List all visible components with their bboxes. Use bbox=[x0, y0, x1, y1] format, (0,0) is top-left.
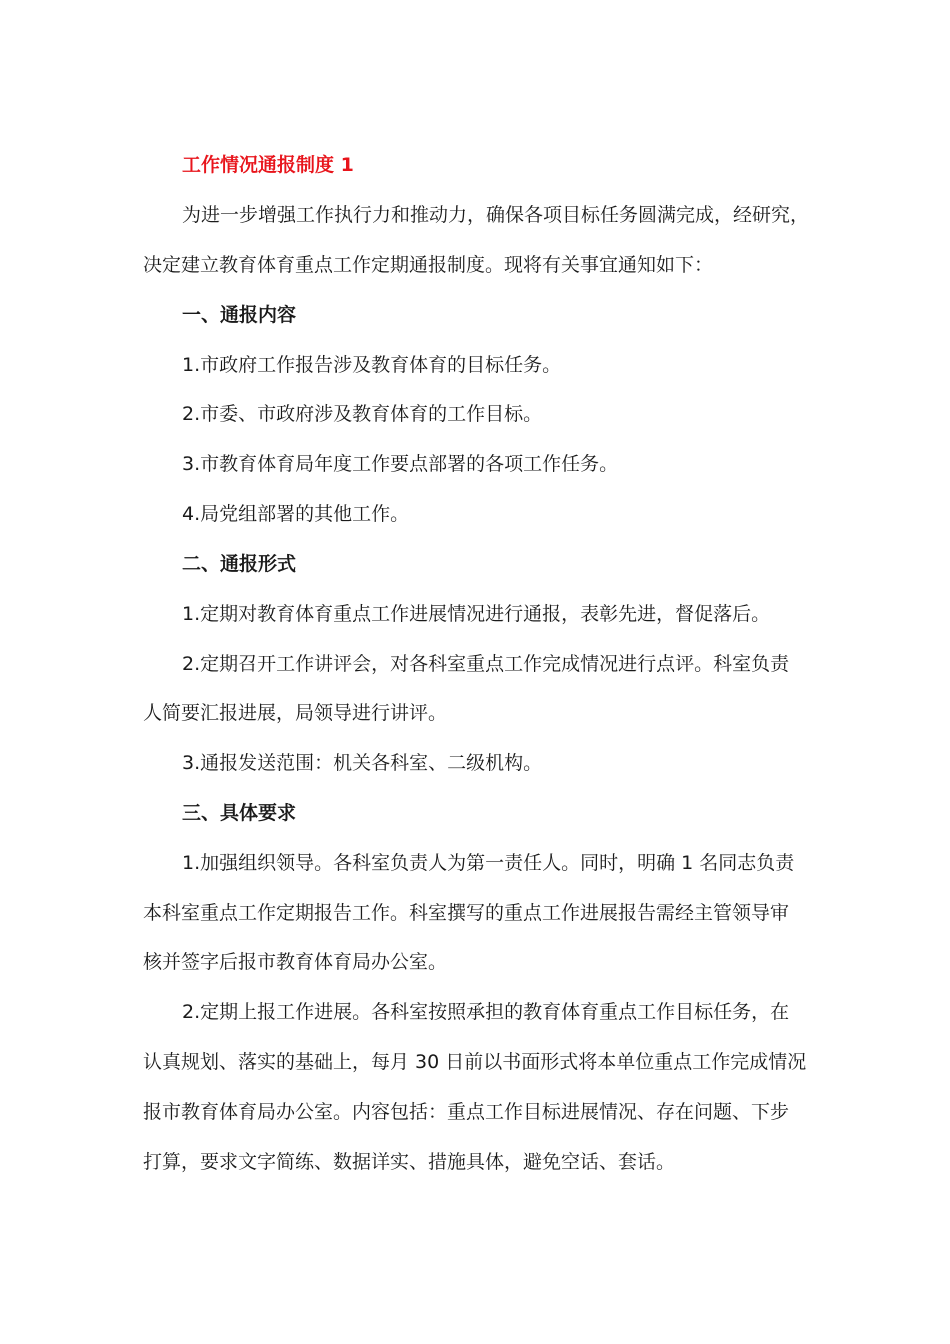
intro-line-2: 决定建立教育体育重点工作定期通报制度。现将有关事宜通知如下： bbox=[143, 254, 714, 276]
section-3-item-1-line-2: 本科室重点工作定期报告工作。科室撰写的重点工作进展报告需经主管领导审 bbox=[143, 902, 790, 924]
section-3-item-2-line-4: 打算，要求文字简练、数据详实、措施具体，避免空话、套话。 bbox=[143, 1151, 676, 1173]
section-3-item-2-line-1: 2.定期上报工作进展。各科室按照承担的教育体育重点工作目标任务，在 bbox=[182, 1001, 790, 1023]
section-3-item-2-line-2: 认真规划、落实的基础上，每月 30 日前以书面形式将本单位重点工作完成情况 bbox=[143, 1051, 807, 1073]
section-1-item-4: 4.局党组部署的其他工作。 bbox=[182, 503, 410, 525]
section-1-item-3: 3.市教育体育局年度工作要点部署的各项工作任务。 bbox=[182, 453, 619, 475]
section-1-item-1: 1.市政府工作报告涉及教育体育的目标任务。 bbox=[182, 354, 562, 376]
section-2-item-2-line-1: 2.定期召开工作讲评会，对各科室重点工作完成情况进行点评。科室负责 bbox=[182, 653, 790, 675]
section-1-heading: 一、通报内容 bbox=[182, 304, 297, 326]
section-2-item-3: 3.通报发送范围：机关各科室、二级机构。 bbox=[182, 752, 543, 774]
section-3-item-1-line-1: 1.加强组织领导。各科室负责人为第一责任人。同时，明确 1 名同志负责 bbox=[182, 852, 795, 874]
section-3-item-2-line-3: 报市教育体育局办公室。内容包括：重点工作目标进展情况、存在问题、下步 bbox=[143, 1101, 790, 1123]
section-1-item-2: 2.市委、市政府涉及教育体育的工作目标。 bbox=[182, 403, 543, 425]
section-3-item-1-line-3: 核并签字后报市教育体育局办公室。 bbox=[143, 951, 448, 973]
section-2-heading: 二、通报形式 bbox=[182, 553, 297, 575]
section-2-item-1: 1.定期对教育体育重点工作进展情况进行通报，表彰先进，督促落后。 bbox=[182, 603, 771, 625]
section-2-item-2-line-2: 人简要汇报进展，局领导进行讲评。 bbox=[143, 702, 448, 724]
document-title: 工作情况通报制度 1 bbox=[182, 154, 354, 176]
intro-line-1: 为进一步增强工作执行力和推动力，确保各项目标任务圆满完成，经研究， bbox=[182, 204, 810, 226]
section-3-heading: 三、具体要求 bbox=[182, 802, 297, 824]
